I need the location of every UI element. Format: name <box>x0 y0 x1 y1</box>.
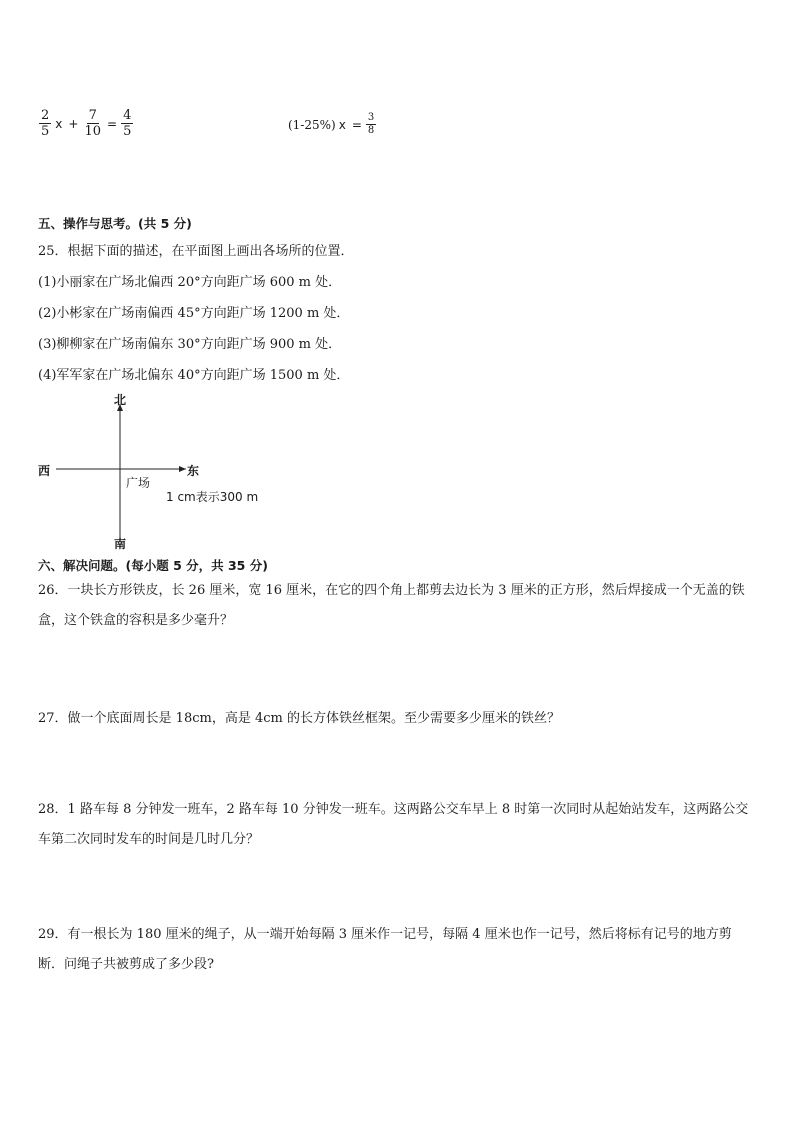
variable: x <box>55 116 63 131</box>
question-25-stem: 25．根据下面的描述，在平面图上画出各场所的位置． <box>38 244 354 259</box>
question-25-item-1: (1)小丽家在广场北偏西 20°方向距广场 600 m 处． <box>38 275 342 290</box>
west-label: 西 <box>38 464 51 478</box>
east-label: 东 <box>187 464 200 478</box>
fraction: $\frac{2}{5}$ <box>41 108 50 139</box>
equals-sign: = <box>351 117 362 132</box>
section-5-title: 五、操作与思考。(共 5 分) <box>38 216 192 231</box>
question-25-item-2: (2)小彬家在广场南偏西 45°方向距广场 1200 m 处． <box>38 306 350 321</box>
section-6-title: 六、解决问题。(每小题 5 分，共 35 分) <box>38 558 268 573</box>
equation-1 <box>38 108 134 139</box>
question-25-item-3: (3)柳柳家在广场南偏东 30°方向距广场 900 m 处． <box>38 337 342 352</box>
question-25-item-4: (4)军军家在广场北偏东 40°方向距广场 1500 m 处． <box>38 368 350 383</box>
question-26: 26．一块长方形铁皮，长 26 厘米，宽 16 厘米，在它的四个角上都剪去边长为 3 厘米的正方形，然后焊接成一个无盖的铁盒，这个铁盒的容积是多少毫升？ <box>38 583 745 628</box>
equals-sign: = <box>107 116 118 131</box>
scale-label: 1 cm表示300 m <box>166 490 259 504</box>
square-label: 广场 <box>126 476 151 490</box>
equation-2 <box>288 112 377 137</box>
compass-diagram <box>30 390 270 550</box>
plus-sign: + <box>68 116 79 131</box>
equation-left: (1-25%) <box>288 117 336 132</box>
fraction: $\frac{3}{8}$ <box>367 112 375 136</box>
variable: x <box>338 117 346 132</box>
question-29: 29．有一根长为 180 厘米的绳子，从一端开始每隔 3 厘米作一记号，每隔 4 厘米也作一记号，然后将标有记号的地方剪断．问绳子共被剪成了多少段? <box>38 927 732 972</box>
south-label: 南 <box>114 537 127 551</box>
north-label: 北 <box>114 393 127 407</box>
question-27: 27．做一个底面周长是 18cm，高是 4cm 的长方体铁丝框架。至少需要多少厘米的铁丝？ <box>38 711 560 726</box>
fraction: $\frac{7}{10}$ <box>84 108 101 139</box>
question-28: 28．1 路车每 8 分钟发一班车，2 路车每 10 分钟发一班车。这两路公交车早上 8 时第一次同时从起始站发车，这两路公交车第二次同时发车的时间是几时几分？ <box>38 802 749 847</box>
fraction: $\frac{4}{5}$ <box>123 108 132 139</box>
